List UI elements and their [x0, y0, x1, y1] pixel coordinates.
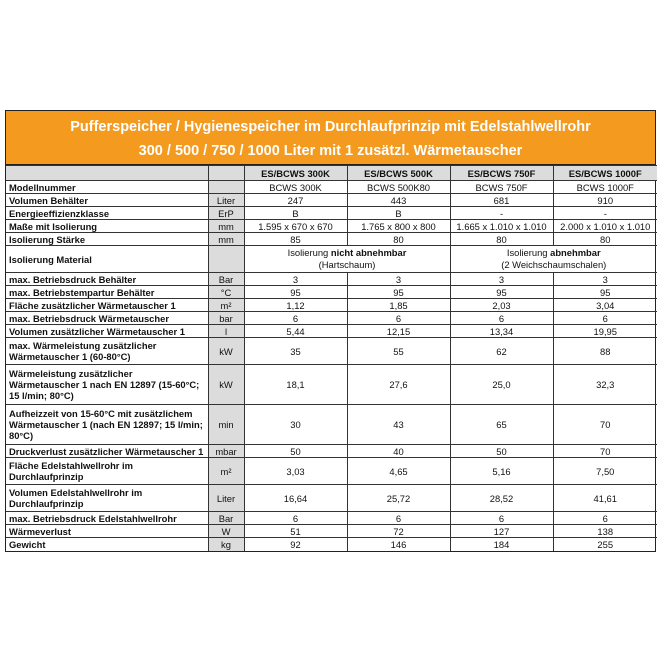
value-cell: 138 [553, 525, 657, 538]
value-cell: BCWS 750F [450, 181, 553, 194]
value-cell: 70 [553, 405, 657, 445]
value-cell: 95 [244, 286, 347, 299]
row-label: Gewicht [6, 538, 208, 551]
value-cell: 3 [553, 273, 657, 286]
table-row [6, 207, 657, 220]
table-row [6, 405, 657, 445]
row-unit: l [208, 325, 244, 338]
table-row [6, 325, 657, 338]
value-cell: 247 [244, 194, 347, 207]
table-row [6, 365, 657, 405]
value-cell: 6 [450, 312, 553, 325]
value-cell: 50 [244, 445, 347, 458]
value-cell: 43 [347, 405, 450, 445]
table-row [6, 538, 657, 551]
value-cell: 55 [347, 338, 450, 365]
value-cell: BCWS 300K [244, 181, 347, 194]
value-cell: 6 [450, 512, 553, 525]
insulation-removable-emphasis: abnehmbar [550, 247, 601, 258]
value-cell: 95 [553, 286, 657, 299]
value-cell: 6 [347, 512, 450, 525]
table-row [6, 312, 657, 325]
row-label: Energieeffizienzklasse [6, 207, 208, 220]
value-cell: 910 [553, 194, 657, 207]
row-unit: kW [208, 365, 244, 405]
title-band [6, 111, 655, 165]
row-unit: W [208, 525, 244, 538]
value-cell: 1.595 x 670 x 670 [244, 220, 347, 233]
row-unit: Bar [208, 512, 244, 525]
value-cell: 30 [244, 405, 347, 445]
row-label: Volumen zusätzlicher Wärmetauscher 1 [6, 325, 208, 338]
value-cell: 62 [450, 338, 553, 365]
row-label: Druckverlust zusätzlicher Wärmetauscher 1 [6, 445, 208, 458]
value-cell: B [244, 207, 347, 220]
insulation-removable-title [454, 247, 655, 259]
row-unit: bar [208, 312, 244, 325]
row-unit: m² [208, 458, 244, 485]
row-label: Aufheizzeit von 15-60°C mit zusätzlichem Wärmetauscher 1 (nach EN 12897; 15 l/min; 80°C) [6, 405, 208, 445]
value-cell: 32,3 [553, 365, 657, 405]
model-header-cell: ES/BCWS 300K [244, 166, 347, 181]
table-row [6, 485, 657, 512]
value-cell: 85 [244, 233, 347, 246]
model-header-cell: ES/BCWS 1000F [553, 166, 657, 181]
corner-cell [6, 166, 208, 181]
insulation-fixed-cell [244, 246, 450, 273]
value-cell: 95 [347, 286, 450, 299]
value-cell: 80 [450, 233, 553, 246]
value-cell: 50 [450, 445, 553, 458]
value-cell: 65 [450, 405, 553, 445]
value-cell: 1.665 x 1.010 x 1.010 [450, 220, 553, 233]
value-cell: - [553, 207, 657, 220]
row-unit: Liter [208, 485, 244, 512]
value-cell: 5,16 [450, 458, 553, 485]
table-row [6, 299, 657, 312]
table-row [6, 233, 657, 246]
row-unit: m² [208, 299, 244, 312]
title-line-1: Pufferspeicher / Hygienespeicher im Durchlaufprinzip mit Edelstahlwellrohr [70, 119, 591, 135]
row-label: Modellnummer [6, 181, 208, 194]
value-cell: BCWS 1000F [553, 181, 657, 194]
value-cell: 3,04 [553, 299, 657, 312]
insulation-removable-sub: (2 Weichschaumschalen) [501, 259, 607, 270]
model-header-row [6, 166, 657, 181]
row-label: Fläche zusätzlicher Wärmetauscher 1 [6, 299, 208, 312]
value-cell: 184 [450, 538, 553, 551]
row-label: Fläche Edelstahlwellrohr im Durchlaufprinzip [6, 458, 208, 485]
table-row [6, 181, 657, 194]
row-unit: ErP [208, 207, 244, 220]
value-cell: 27,6 [347, 365, 450, 405]
row-label: max. Betriebsdruck Wärmetauscher [6, 312, 208, 325]
insulation-row [6, 246, 657, 273]
table-row [6, 445, 657, 458]
value-cell: 6 [244, 312, 347, 325]
value-cell: 3 [244, 273, 347, 286]
row-unit: min [208, 405, 244, 445]
insulation-fixed-emphasis: nicht abnehmbar [330, 247, 407, 258]
value-cell: 95 [450, 286, 553, 299]
value-cell: 4,65 [347, 458, 450, 485]
row-unit: °C [208, 286, 244, 299]
insulation-removable-cell [450, 246, 657, 273]
row-label: Wärmeverlust [6, 525, 208, 538]
row-unit [208, 181, 244, 194]
value-cell: 6 [553, 312, 657, 325]
value-cell: 35 [244, 338, 347, 365]
row-label: max. Betriebstempartur Behälter [6, 286, 208, 299]
table-row [6, 458, 657, 485]
value-cell: - [450, 207, 553, 220]
value-cell: 13,34 [450, 325, 553, 338]
value-cell: 40 [347, 445, 450, 458]
table-row [6, 194, 657, 207]
title-line-2: 300 / 500 / 750 / 1000 Liter mit 1 zusätzl. Wärmetauscher [138, 143, 523, 159]
table-row [6, 338, 657, 365]
row-unit: kW [208, 338, 244, 365]
value-cell: B [347, 207, 450, 220]
row-unit: kg [208, 538, 244, 551]
value-cell: 7,50 [553, 458, 657, 485]
table-row [6, 286, 657, 299]
value-cell: 51 [244, 525, 347, 538]
unit-header-cell [208, 166, 244, 181]
value-cell: 80 [347, 233, 450, 246]
spec-table [6, 165, 657, 551]
row-label: Volumen Edelstahlwellrohr im Durchlaufprinzip [6, 485, 208, 512]
value-cell: 5,44 [244, 325, 347, 338]
row-label: Wärmeleistung zusätzlicher Wärmetauscher 1 nach EN 12897 (15-60°C; 15 l/min; 80°C) [6, 365, 208, 405]
value-cell: 12,15 [347, 325, 450, 338]
value-cell: 6 [553, 512, 657, 525]
value-cell: 3 [450, 273, 553, 286]
value-cell: 3,03 [244, 458, 347, 485]
row-label: Isolierung Material [6, 246, 208, 273]
row-unit: Bar [208, 273, 244, 286]
value-cell: 3 [347, 273, 450, 286]
value-cell: 28,52 [450, 485, 553, 512]
value-cell: 1,12 [244, 299, 347, 312]
row-label: max. Betriebsdruck Edelstahlwellrohr [6, 512, 208, 525]
insulation-prefix: Isolierung [287, 247, 331, 258]
value-cell: 2,03 [450, 299, 553, 312]
value-cell: 19,95 [553, 325, 657, 338]
value-cell: 127 [450, 525, 553, 538]
row-label: max. Betriebsdruck Behälter [6, 273, 208, 286]
row-label: Maße mit Isolierung [6, 220, 208, 233]
value-cell: 6 [244, 512, 347, 525]
value-cell: BCWS 500K80 [347, 181, 450, 194]
table-row [6, 220, 657, 233]
value-cell: 72 [347, 525, 450, 538]
insulation-fixed-sub: (Hartschaum) [318, 259, 376, 270]
value-cell: 92 [244, 538, 347, 551]
value-cell: 443 [347, 194, 450, 207]
row-label: Volumen Behälter [6, 194, 208, 207]
value-cell: 1,85 [347, 299, 450, 312]
row-label: Isolierung Stärke [6, 233, 208, 246]
value-cell: 18,1 [244, 365, 347, 405]
value-cell: 88 [553, 338, 657, 365]
row-unit: mm [208, 220, 244, 233]
value-cell: 146 [347, 538, 450, 551]
value-cell: 255 [553, 538, 657, 551]
table-row [6, 525, 657, 538]
insulation-fixed-title [248, 247, 447, 259]
model-header-cell: ES/BCWS 750F [450, 166, 553, 181]
value-cell: 6 [347, 312, 450, 325]
table-row [6, 273, 657, 286]
table-row [6, 512, 657, 525]
value-cell: 41,61 [553, 485, 657, 512]
model-header-cell: ES/BCWS 500K [347, 166, 450, 181]
insulation-prefix: Isolierung [506, 247, 551, 258]
value-cell: 1.765 x 800 x 800 [347, 220, 450, 233]
value-cell: 70 [553, 445, 657, 458]
value-cell: 25,72 [347, 485, 450, 512]
row-unit: mm [208, 233, 244, 246]
row-unit: Liter [208, 194, 244, 207]
value-cell: 681 [450, 194, 553, 207]
spec-table-body [6, 166, 657, 551]
row-unit [208, 246, 244, 273]
row-unit: mbar [208, 445, 244, 458]
row-label: max. Wärmeleistung zusätzlicher Wärmetauscher 1 (60-80°C) [6, 338, 208, 365]
spec-sheet [5, 110, 656, 552]
value-cell: 80 [553, 233, 657, 246]
value-cell: 16,64 [244, 485, 347, 512]
value-cell: 2.000 x 1.010 x 1.010 [553, 220, 657, 233]
value-cell: 25,0 [450, 365, 553, 405]
